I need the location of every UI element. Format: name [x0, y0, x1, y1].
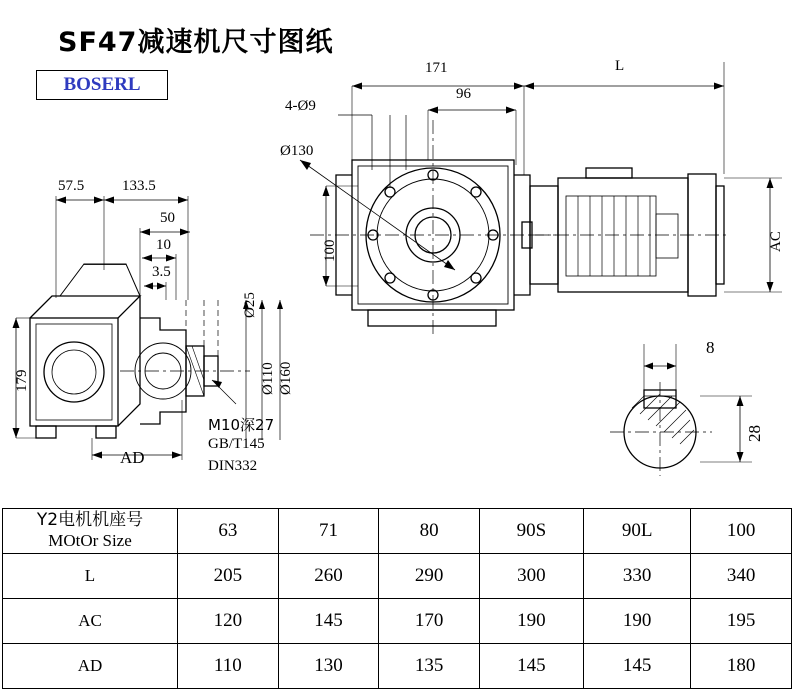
dim-d130-label: Ø130: [280, 143, 314, 159]
cell-L-90L: 330: [583, 554, 690, 599]
dim-28-label: 28: [745, 425, 764, 442]
dim-100-label: 100: [322, 239, 338, 262]
dim-96-label: 96: [456, 86, 471, 102]
cell-AD-90L: 145: [583, 644, 690, 689]
table-col-1: 71: [278, 509, 379, 554]
row-label-AD: AD: [3, 644, 178, 689]
cell-AC-63: 120: [178, 599, 279, 644]
table-col-2: 80: [379, 509, 480, 554]
dim-171-label: 171: [425, 60, 448, 76]
page-title: SF47减速机尺寸图纸: [58, 27, 334, 58]
dim-d160-label: Ø160: [278, 361, 294, 395]
table-row: [3, 644, 792, 689]
dim-3-5-label: 3.5: [152, 264, 171, 280]
table-row-header: [3, 509, 792, 554]
dim-50-label: 50: [160, 210, 175, 226]
cell-AC-71: 145: [278, 599, 379, 644]
cell-L-100: 340: [691, 554, 792, 599]
table-col-4: 90L: [583, 509, 690, 554]
dim-AC-label: AC: [768, 231, 784, 252]
dim-133-5-label: 133.5: [122, 178, 156, 194]
dim-179-label: 179: [14, 369, 30, 392]
cell-AD-100: 180: [691, 644, 792, 689]
dim-L-label: L: [615, 58, 625, 74]
row-label-AC: AC: [3, 599, 178, 644]
dim-AD-label: AD: [120, 448, 145, 467]
brand-label: BOSERL: [63, 74, 141, 95]
dim-8-label: 8: [706, 338, 715, 357]
dim-d25-label: Ø25: [242, 292, 258, 318]
spec-table: [2, 508, 792, 689]
cell-AC-100: 195: [691, 599, 792, 644]
dim-holes-label: 4-Ø9: [285, 98, 316, 114]
cell-AC-90L: 190: [583, 599, 690, 644]
table-header-line1: Y2电机机座号: [36, 510, 144, 531]
cell-AD-80: 135: [379, 644, 480, 689]
cell-L-80: 290: [379, 554, 480, 599]
cell-AD-71: 130: [278, 644, 379, 689]
table-row: [3, 599, 792, 644]
dim-10-label: 10: [156, 237, 171, 253]
table-col-5: 100: [691, 509, 792, 554]
table-col-3: 90S: [479, 509, 583, 554]
cell-AC-90S: 190: [479, 599, 583, 644]
cell-L-71: 260: [278, 554, 379, 599]
cell-L-63: 205: [178, 554, 279, 599]
dim-d110-label: Ø110: [260, 362, 276, 395]
cell-AD-63: 110: [178, 644, 279, 689]
dim-57-5-label: 57.5: [58, 178, 85, 194]
thread-note-2: GB/T145: [208, 436, 265, 452]
table-header-cell: [3, 509, 178, 554]
cell-AD-90S: 145: [479, 644, 583, 689]
table-row: [3, 554, 792, 599]
row-label-L: L: [3, 554, 178, 599]
cell-L-90S: 300: [479, 554, 583, 599]
thread-note-3: DIN332: [208, 458, 258, 474]
thread-note-1: M10深27: [208, 416, 275, 434]
table-header-line2: MOtOr Size: [48, 531, 132, 550]
table-col-0: 63: [178, 509, 279, 554]
cell-AC-80: 170: [379, 599, 480, 644]
